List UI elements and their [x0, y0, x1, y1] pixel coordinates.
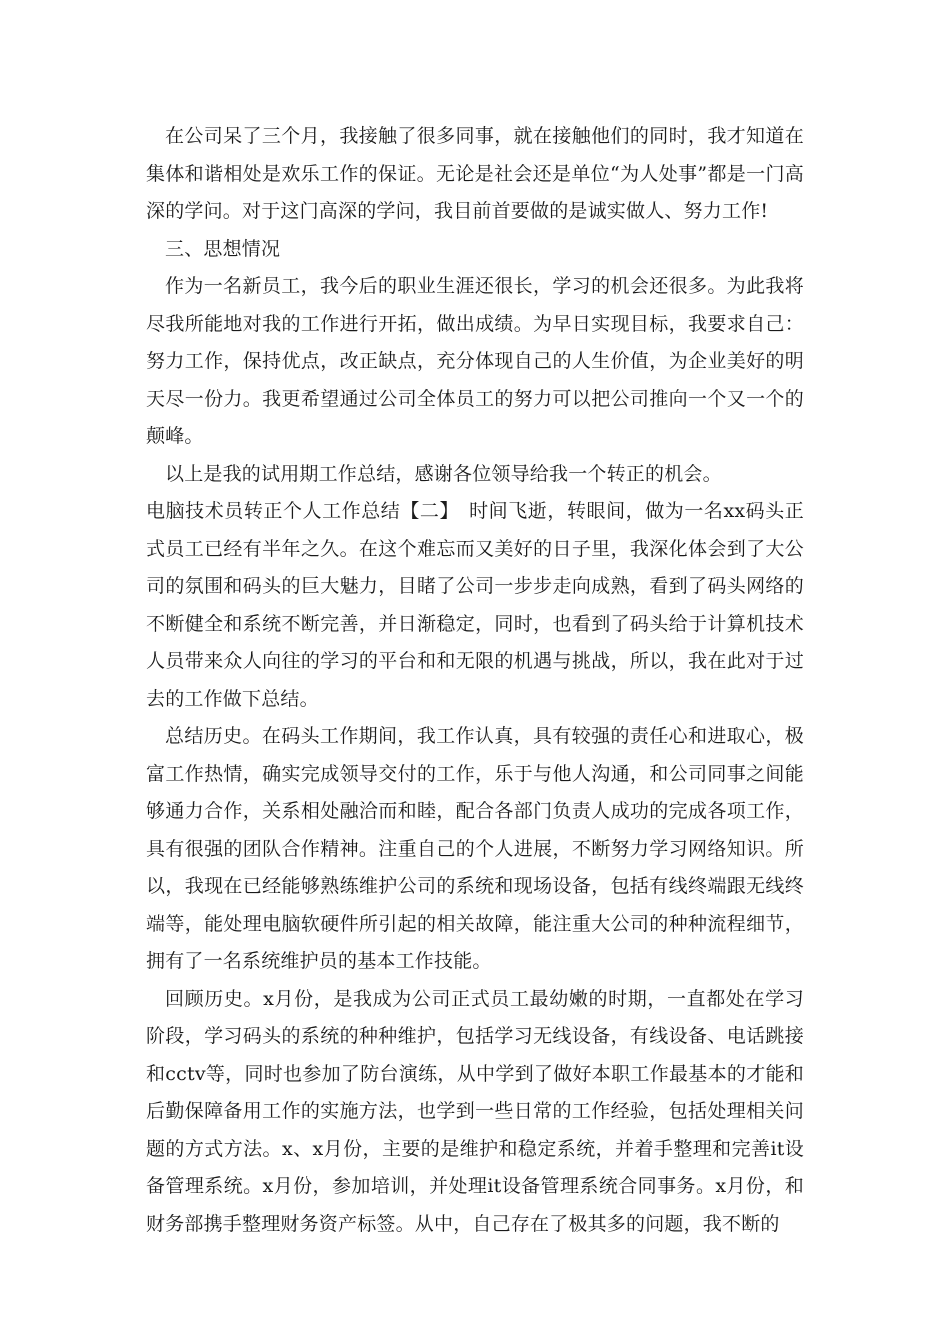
paragraph-history-review: 回顾历史。x月份，是我成为公司正式员工最幼嫩的时期，一直都处在学习阶段，学习码头的系统的种种维护，包括学习无线设备，有线设备、电话跳接和cctv等，同时也参加了防台演练，从中学到了做好本职工作最基本的才能和后勤保障备用工作的实施方法，也学到一些日常的工作经验，包括处理相关问题的方式方法。x、x月份，主要的是维护和稳定系统，并着手整理和完善it设备管理系统。x月份，参加培训，并处理it设备管理系统合同事务。x月份，和财务部携手整理财务资产标签。从中，自己存在了极其多的问题，我不断的 — [146, 987, 804, 1235]
paragraph-history-summary: 总结历史。在码头工作期间，我工作认真，具有较强的责任心和进取心，极富工作热情，确实完成领导交付的工作，乐于与他人沟通，和公司同事之间能够通力合作，关系相处融洽而和睦，配合各部门负责人成功的完成各项工作，具有很强的团队合作精神。注重自己的个人进展，不断努力学习网络知识。所以，我现在已经能够熟练维护公司的系统和现场设备，包括有线终端跟无线终端等，能处理电脑软硬件所引起的相关故障，能注重大公司的种种流程细节，拥有了一名系统维护员的基本工作技能。 — [146, 725, 804, 972]
paragraph-summary-two-intro: 电脑技术员转正个人工作总结【二】 时间飞逝，转眼间，做为一名xx码头正式员工已经有半年之久。在这个难忘而又美好的日子里，我深化体会到了大公司的氛围和码头的巨大魅力，目睹了公司一步步走向成熟，看到了码头网络的不断健全和系统不断完善，并日渐稳定，同时，也看到了码头给于计算机技术人员带来众人向往的学习的平台和和无限的机遇与挑战，所以，我在此对于过去的工作做下总结。 — [146, 500, 804, 710]
paragraph-new-employee: 作为一名新员工，我今后的职业生涯还很长，学习的机会还很多。为此我将尽我所能地对我的工作进行开拓，做出成绩。为早日实现目标，我要求自己：努力工作，保持优点，改正缺点，充分体现自己的人生价值，为企业美好的明天尽一份力。我更希望通过公司全体员工的努力可以把公司推向一个又一个的颠峰。 — [146, 275, 804, 447]
document-body — [146, 118, 804, 1243]
paragraph-closing-thanks: 以上是我的试用期工作总结，感谢各位领导给我一个转正的机会。 — [165, 462, 722, 485]
paragraph-colleagues: 在公司呆了三个月，我接触了很多同事，就在接触他们的同时，我才知道在集体和谐相处是欢乐工作的保证。无论是社会还是单位“为人处事”都是一门高深的学问。对于这门高深的学问，我目前首要做的是诚实做人、努力工作! — [146, 125, 804, 222]
section-heading-thinking: 三、思想情况 — [165, 237, 281, 260]
